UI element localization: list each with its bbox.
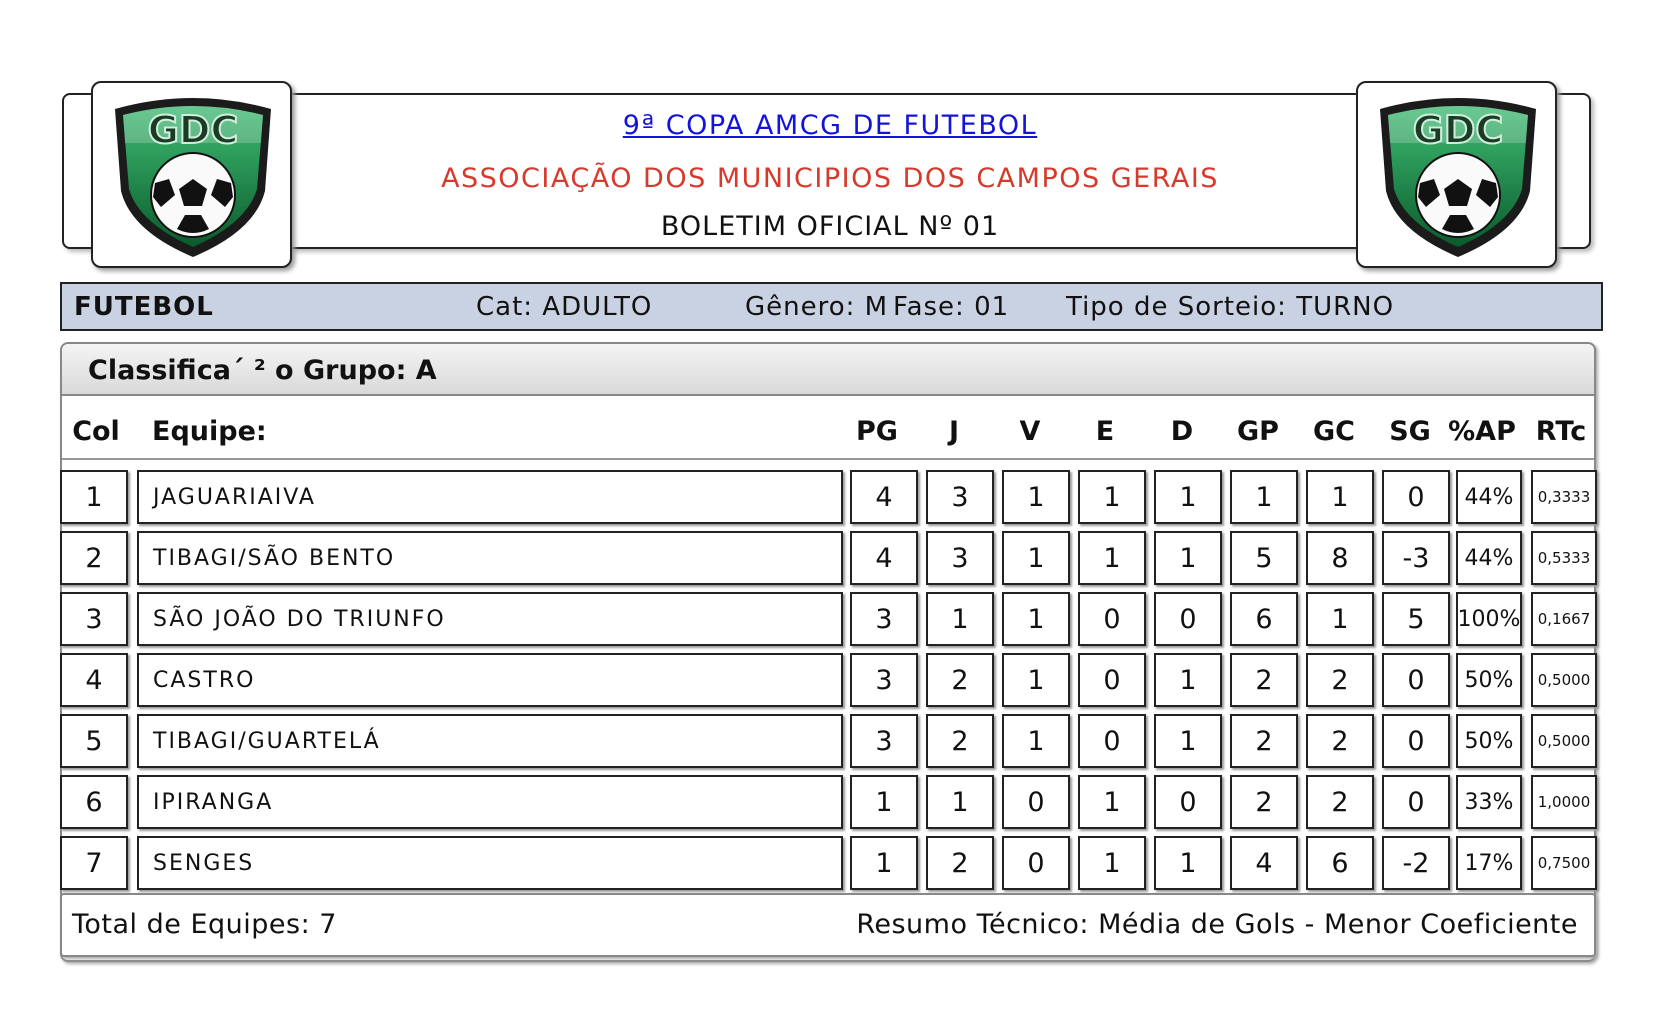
v-cell: 1	[1002, 714, 1070, 768]
gender-label: Gênero: M	[745, 292, 889, 322]
d-cell: 1	[1154, 470, 1222, 524]
ap-cell: 100%	[1456, 592, 1522, 646]
pg-cell: 4	[850, 470, 918, 524]
rtc-cell: 0,5333	[1531, 531, 1597, 585]
col-header-gp: GP	[1237, 416, 1279, 447]
d-cell: 1	[1154, 531, 1222, 585]
col-header-e: E	[1095, 416, 1115, 447]
pg-cell: 1	[850, 775, 918, 829]
team-cell: TIBAGI/SÃO BENTO	[137, 531, 843, 585]
j-cell: 1	[926, 775, 994, 829]
col-header-v: V	[1019, 416, 1041, 447]
gc-cell: 2	[1306, 775, 1374, 829]
rtc-cell: 0,1667	[1531, 592, 1597, 646]
total-teams: Total de Equipes: 7	[72, 909, 337, 940]
ap-cell: 33%	[1456, 775, 1522, 829]
svg-text:GDC: GDC	[1412, 108, 1504, 152]
team-cell: SÃO JOÃO DO TRIUNFO	[137, 592, 843, 646]
rtc-cell: 1,0000	[1531, 775, 1597, 829]
sg-cell: 0	[1382, 653, 1450, 707]
gp-cell: 6	[1230, 592, 1298, 646]
v-cell: 1	[1002, 531, 1070, 585]
rtc-cell: 0,5000	[1531, 714, 1597, 768]
team-cell: TIBAGI/GUARTELÁ	[137, 714, 843, 768]
e-cell: 0	[1078, 714, 1146, 768]
e-cell: 0	[1078, 653, 1146, 707]
bulletin-number: BOLETIM OFICIAL Nº 01	[660, 211, 1000, 242]
d-cell: 1	[1154, 836, 1222, 890]
j-cell: 3	[926, 470, 994, 524]
gdc-shield-icon	[1370, 91, 1546, 261]
rtc-cell: 0,7500	[1531, 836, 1597, 890]
organization-name: ASSOCIAÇÃO DOS MUNICIPIOS DOS CAMPOS GERAIS	[441, 163, 1219, 194]
col-header-pg: PG	[856, 416, 898, 447]
e-cell: 1	[1078, 775, 1146, 829]
technical-summary: Resumo Técnico: Média de Gols - Menor Coeficiente	[856, 909, 1578, 940]
gp-cell: 5	[1230, 531, 1298, 585]
ap-cell: 44%	[1456, 470, 1522, 524]
e-cell: 1	[1078, 531, 1146, 585]
gc-cell: 1	[1306, 592, 1374, 646]
draw-type-label: Tipo de Sorteio: TURNO	[1066, 292, 1395, 322]
pg-cell: 3	[850, 653, 918, 707]
col-header-sg: SG	[1389, 416, 1431, 447]
category-label: Cat: ADULTO	[476, 292, 653, 322]
header-divider	[62, 458, 1594, 460]
col-header-team: Equipe:	[152, 416, 267, 447]
v-cell: 0	[1002, 836, 1070, 890]
e-cell: 1	[1078, 836, 1146, 890]
team-cell: CASTRO	[137, 653, 843, 707]
page-title[interactable]: 9ª COPA AMCG DE FUTEBOL	[622, 110, 1038, 141]
pos-cell: 5	[60, 714, 128, 768]
rtc-cell: 0,3333	[1531, 470, 1597, 524]
pg-cell: 3	[850, 714, 918, 768]
e-cell: 1	[1078, 470, 1146, 524]
sg-cell: 0	[1382, 470, 1450, 524]
d-cell: 1	[1154, 714, 1222, 768]
sg-cell: -3	[1382, 531, 1450, 585]
gc-cell: 2	[1306, 653, 1374, 707]
v-cell: 1	[1002, 470, 1070, 524]
left-logo	[91, 81, 292, 268]
group-title: Classifica´ ² o Grupo: A	[88, 355, 437, 386]
col-header-gc: GC	[1313, 416, 1355, 447]
pg-cell: 4	[850, 531, 918, 585]
sg-cell: 0	[1382, 714, 1450, 768]
v-cell: 1	[1002, 592, 1070, 646]
sport-label: FUTEBOL	[74, 292, 214, 322]
ap-cell: 50%	[1456, 714, 1522, 768]
j-cell: 2	[926, 714, 994, 768]
j-cell: 2	[926, 836, 994, 890]
pos-cell: 6	[60, 775, 128, 829]
pg-cell: 3	[850, 592, 918, 646]
gdc-shield-icon	[105, 91, 281, 261]
e-cell: 0	[1078, 592, 1146, 646]
gc-cell: 8	[1306, 531, 1374, 585]
j-cell: 2	[926, 653, 994, 707]
pos-cell: 4	[60, 653, 128, 707]
ap-cell: 44%	[1456, 531, 1522, 585]
v-cell: 0	[1002, 775, 1070, 829]
col-header-rtc: RTc	[1535, 416, 1587, 447]
col-header-ap: %AP	[1448, 416, 1516, 447]
sg-cell: 0	[1382, 775, 1450, 829]
d-cell: 0	[1154, 775, 1222, 829]
sg-cell: -2	[1382, 836, 1450, 890]
gc-cell: 2	[1306, 714, 1374, 768]
pg-cell: 1	[850, 836, 918, 890]
ap-cell: 17%	[1456, 836, 1522, 890]
phase-label: Fase: 01	[893, 292, 1010, 322]
team-cell: IPIRANGA	[137, 775, 843, 829]
pos-cell: 2	[60, 531, 128, 585]
pos-cell: 3	[60, 592, 128, 646]
right-logo	[1356, 81, 1557, 268]
ap-cell: 50%	[1456, 653, 1522, 707]
d-cell: 0	[1154, 592, 1222, 646]
team-cell: JAGUARIAIVA	[137, 470, 843, 524]
col-header-j: J	[948, 416, 960, 447]
pos-cell: 7	[60, 836, 128, 890]
team-cell: SENGES	[137, 836, 843, 890]
sg-cell: 5	[1382, 592, 1450, 646]
col-header-d: D	[1170, 416, 1194, 447]
gc-cell: 1	[1306, 470, 1374, 524]
j-cell: 3	[926, 531, 994, 585]
col-header-pos: Col	[72, 416, 120, 447]
gp-cell: 2	[1230, 714, 1298, 768]
gp-cell: 2	[1230, 775, 1298, 829]
v-cell: 1	[1002, 653, 1070, 707]
pos-cell: 1	[60, 470, 128, 524]
gp-cell: 2	[1230, 653, 1298, 707]
gp-cell: 1	[1230, 470, 1298, 524]
j-cell: 1	[926, 592, 994, 646]
gp-cell: 4	[1230, 836, 1298, 890]
gc-cell: 6	[1306, 836, 1374, 890]
rtc-cell: 0,5000	[1531, 653, 1597, 707]
d-cell: 1	[1154, 653, 1222, 707]
svg-text:GDC: GDC	[147, 108, 239, 152]
